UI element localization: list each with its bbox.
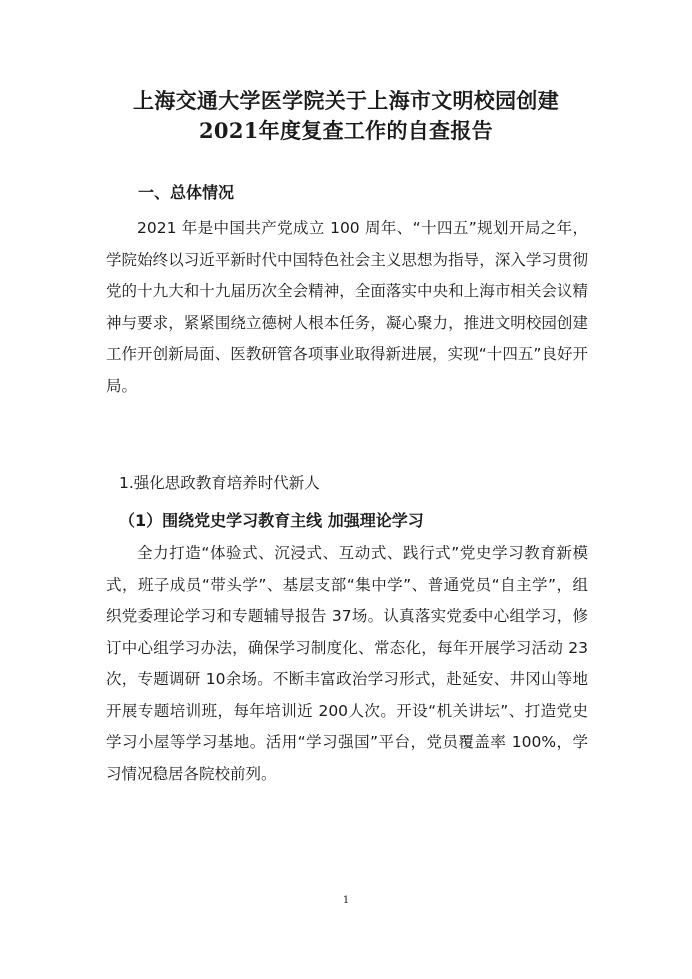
- section-paragraph-overall: 2021 年是中国共产党成立 100 周年、“十四五”规划开局之年，学院始终以习近平新时代中国特色社会主义思想为指导，深入学习贯彻党的十九大和十九届历次全会精神，全面落实中央和上海市相关会议精神与要求，紧紧围绕立德树人根本任务，凝心聚力，推进文明校园创建工作开创新局面、医教研管各项事业取得新进展，实现“十四五”良好开局。: [106, 219, 588, 395]
- subsection-paragraph-1-1: 全力打造“体验式、沉浸式、互动式、践行式”党史学习教育新模式，班子成员“带头学”、基层支部“集中学”、普通党员“自主学”，组织党委理论学习和专题辅导报告 37场。认真落实党委中心组学习，修订中心组学习办法，确保学习制度化、常态化，每年开展学习活动 23次，专题调研 10余场。不断丰富政治学习形式，赴延安、井冈山等地开展专题培训班，每年培训近 200人次。开设“机关讲坛”、打造党史学习小屋等学习基地。活用“学习强国”平台，党员覆盖率 100%，学习情况稳居各院校前列。: [106, 544, 588, 783]
- document-title-line-1: 上海交通大学医学院关于上海市文明校园创建: [133, 88, 559, 113]
- section-heading-overall: 一、总体情况: [138, 183, 235, 202]
- subsection-heading-1: 1.强化思政教育培养时代新人: [119, 474, 320, 492]
- subsection-heading-1-1: （1）围绕党史学习教育主线 加强理论学习: [119, 511, 424, 530]
- page-number: 1: [342, 895, 350, 906]
- document-title-line-2: 2021年度复查工作的自查报告: [199, 118, 493, 143]
